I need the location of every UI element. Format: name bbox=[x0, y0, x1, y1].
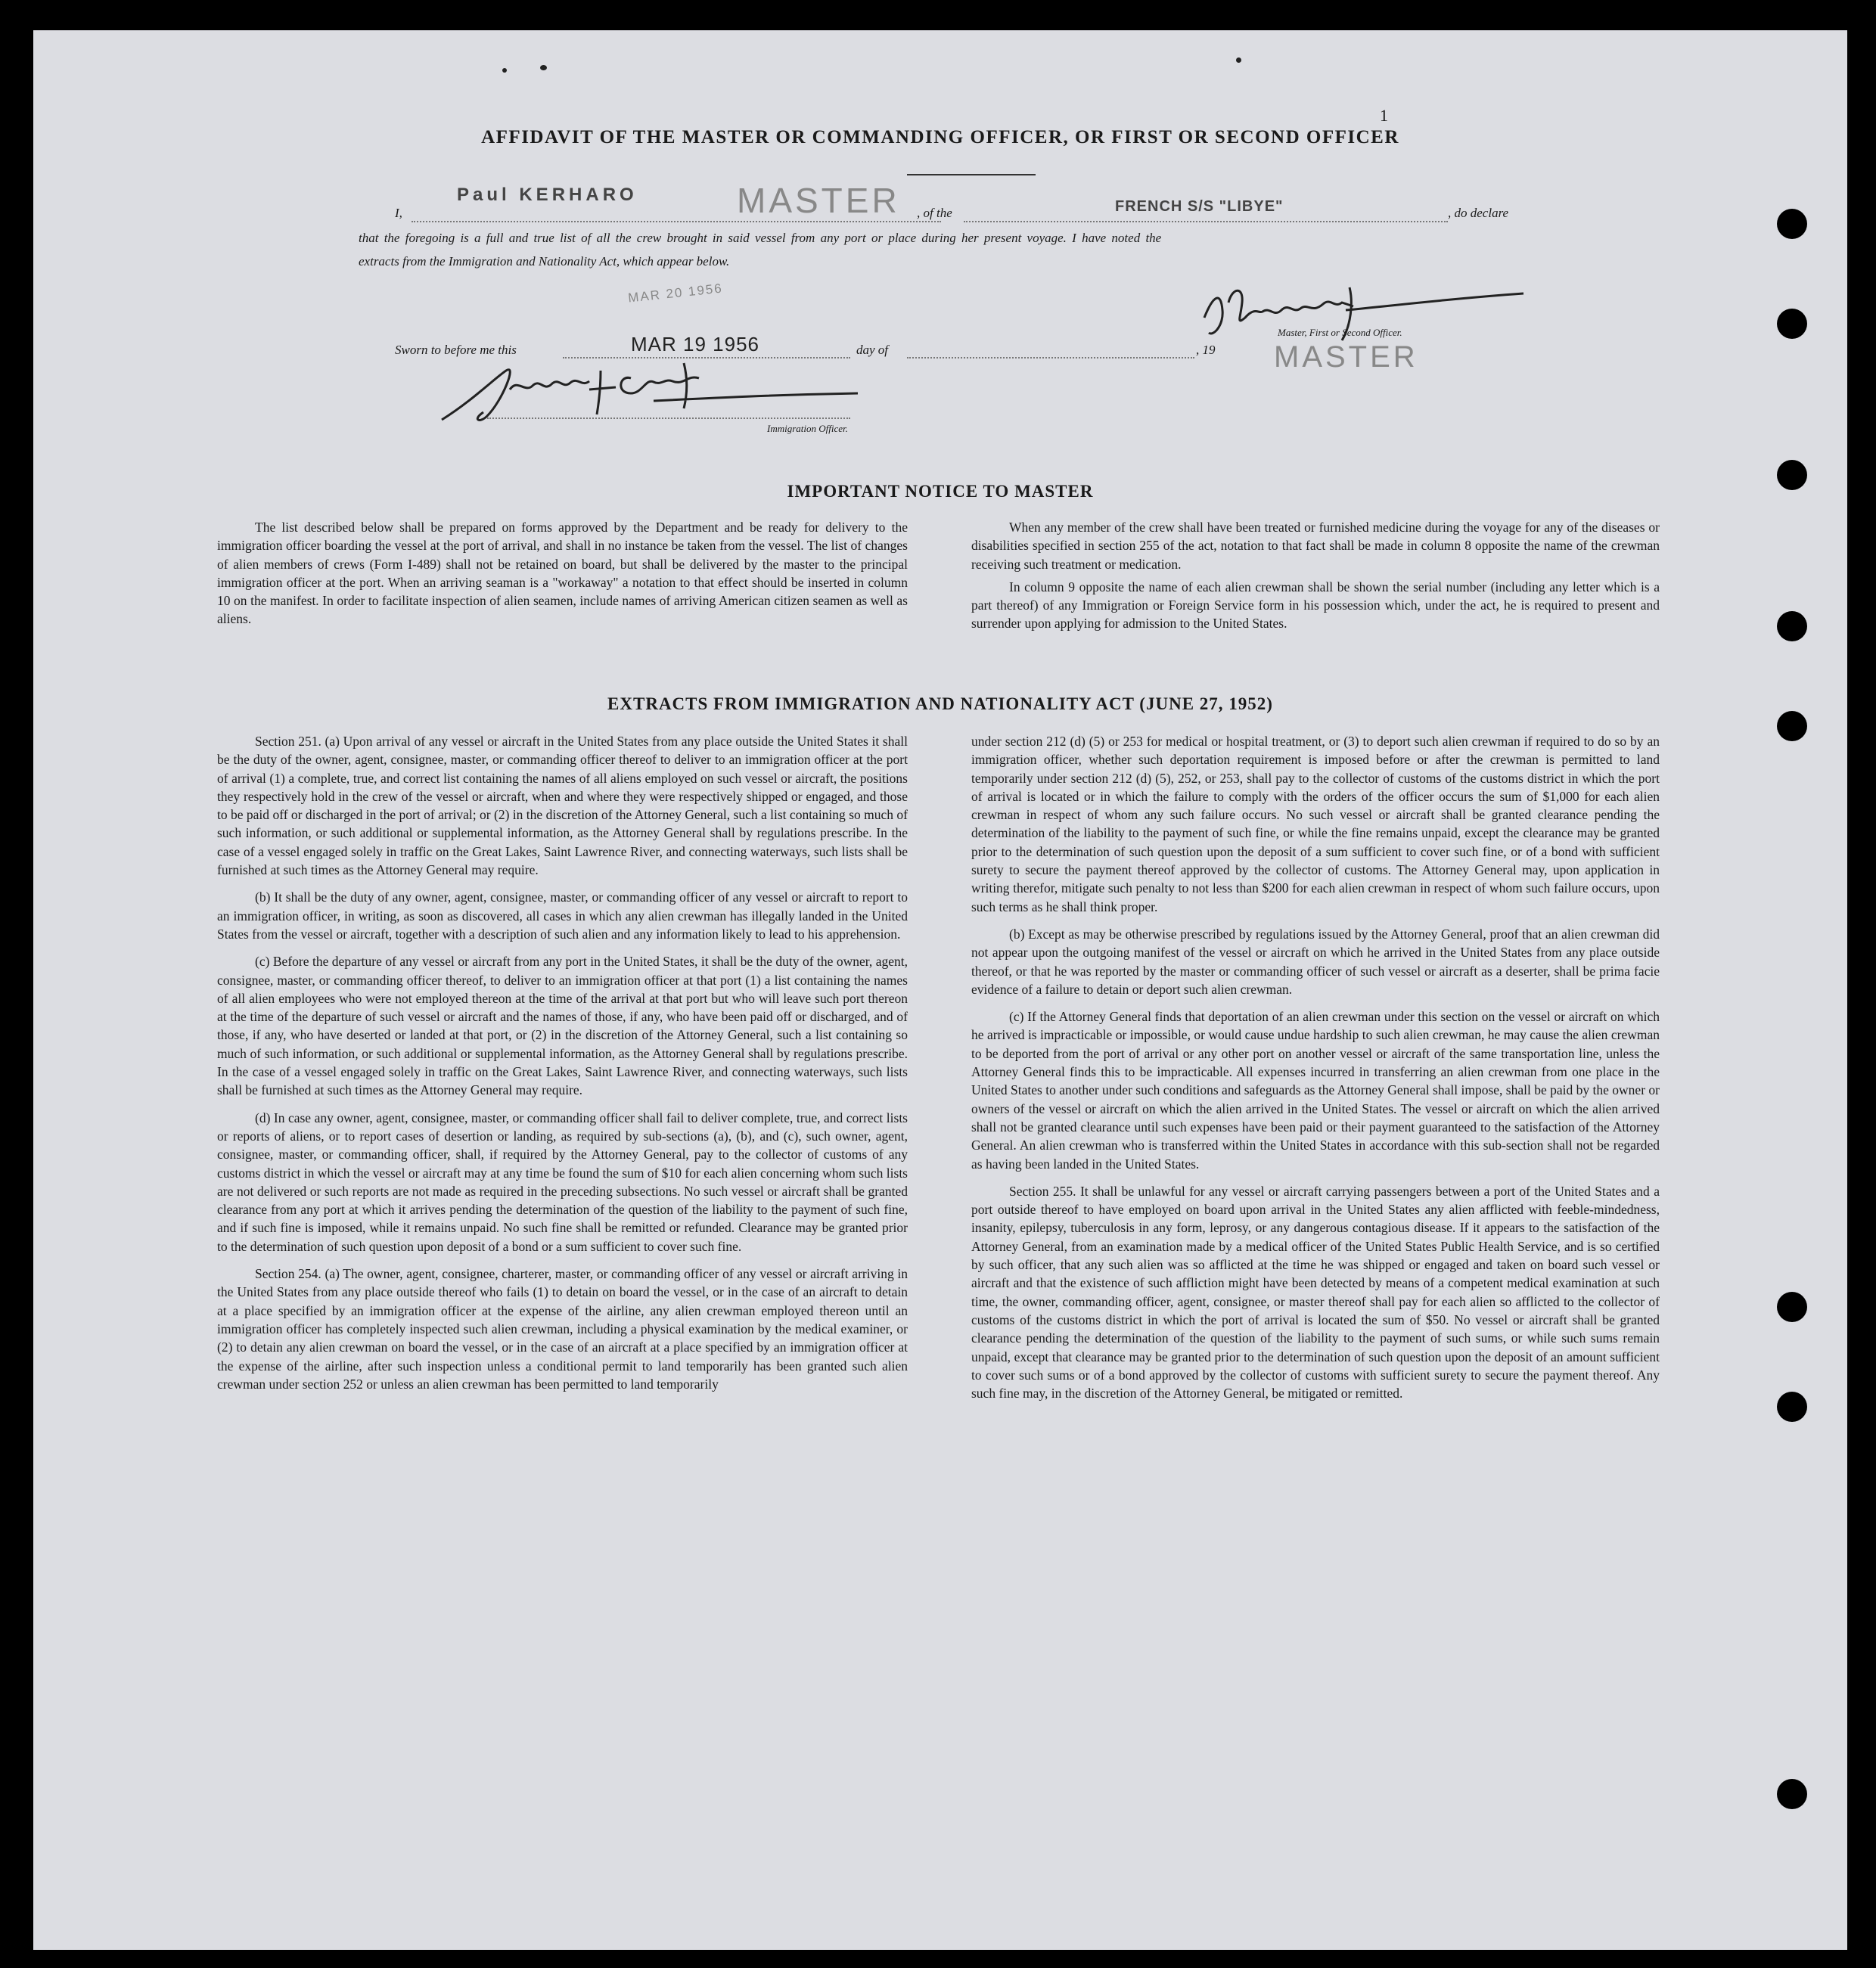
master-caption: Master, First or Second Officer. bbox=[1278, 327, 1402, 338]
extract-paragraph: under section 212 (d) (5) or 253 for medical or hospital treatment, or (3) to deport such alien crewman if required to do so by an immigration officer, whether such deportation requirement is imposed before or after the crewman is permitted to land temporarily under section 212 (d) (5), 252, or 253, shall pay to the collector of customs of the customs district in which the port of arrival is located or in which the failure to comply with the orders of the officer occurs the sum of $1,000 for each alien crewman in respect of whom any such failure occurs. No such vessel or aircraft shall be granted clearance pending the determination of the liability to the payment of such fine, or while the fine remains unpaid, except the clearance may be granted prior to the determination of such question upon the deposit of a sum sufficient to cover such fine, or of a bond with sufficient surety to secure the payment thereof approved by the collector of customs. The Attorney General may, upon application in writing therefor, mitigate such penalty to not less than $200 for each alien crewman in respect of whom such failure occurs, upon such terms as he shall think proper. bbox=[971, 734, 1660, 914]
master-stamp-2: MASTER bbox=[1274, 340, 1418, 374]
extract-paragraph: Section 255. It shall be unlawful for any vessel or aircraft carrying passengers between a port of the United States and a port outside thereof to have employed on board upon arrival in the United States any alien afflicted with feeble-mindedness, insanity, epilepsy, tuberculosis in any form, leprosy, or any dangerous contagious disease. If it appears to the satisfaction of the Attorney General, from an examination made by a medical officer of the United States Public Health Service, and is so certified by such officer, that any such alien was so afflicted at the time he was shipped or engaged and taken on board such vessel or aircraft and that the existence of such affliction might have been detected by means of a competent medical examination at such time, the owner, commanding officer, agent, consignee, or master thereof shall pay for each alien so afflicted to the collector of customs of the customs district in which the port of arrival is located the sum of $50. No vessel or aircraft shall be granted clearance pending the determination of the question of the liability to the payment of such sums, or while such sums remain unpaid, except that clearance may be granted prior to the determination of such question upon the deposit of an amount sufficient to cover such sums or of a bond approved by the collector of customs with sufficient surety to secure the payment thereof. Any such fine may, in the discretion of the Attorney General, be mitigated or remitted. bbox=[971, 1183, 1660, 1402]
name-line bbox=[412, 221, 941, 222]
sworn-date-stamp: MAR 19 1956 bbox=[631, 333, 759, 355]
notice-right-paragraph-2: In column 9 opposite the name of each alien crewman shall be shown the serial number (including any letter which is a part thereof) of any Immigration or Foreign Service form in his possession which, under the act, he is required to present and surrender upon applying for admission to the United States. bbox=[971, 579, 1660, 632]
officer-signature bbox=[427, 348, 865, 435]
declaration-line-1: that the foregoing is a full and true list of all the crew brought in said vessel from any port or place during her present voyage. I have noted the bbox=[359, 231, 1162, 245]
punch-hole bbox=[1777, 711, 1807, 741]
punch-hole bbox=[1777, 209, 1807, 239]
vessel-line bbox=[964, 221, 1448, 222]
document-page bbox=[33, 30, 1847, 1950]
speck bbox=[540, 65, 547, 70]
master-typed-name: Paul KERHARO bbox=[457, 185, 638, 205]
extract-paragraph: Section 251. (a) Upon arrival of any vessel or aircraft in the United States from any place outside the United States it shall be the duty of the owner, agent, consignee, master, or commanding officer thereof to deliver to an immigration officer at the port of arrival (1) a complete, true, and correct list containing the names of all aliens employed on such vessel or aircraft, the positions they respectively hold in the crew of the vessel or aircraft, when and where they were respectively shipped or engaged, and those to be paid off or discharged in the port of arrival; or (2) in the discretion of the Attorney General, such a list containing so much of such information, or such additional or supplemental information, as the Attorney General shall by regulations prescribe. In the case of a vessel engaged solely in traffic on the Great Lakes, Saint Lawrence River, and connecting waterways, such lists shall be furnished at such times as the Attorney General may require. bbox=[217, 734, 908, 878]
extracts-heading: EXTRACTS FROM IMMIGRATION AND NATIONALITY ACT (JUNE 27, 1952) bbox=[607, 694, 1273, 713]
notice-left-column bbox=[217, 518, 908, 638]
day-of-label: day of bbox=[856, 343, 889, 357]
do-declare-label: , do declare bbox=[1448, 206, 1509, 220]
extract-paragraph: Section 254. (a) The owner, agent, consignee, charterer, master, or commanding officer of any vessel or aircraft arriving in the United States from any place outside thereof who fails (1) to detain on board the vessel, or in the case of an aircraft to detain at a place specified by an immigration officer at the expense of the airline, any alien crewman employed thereon until an immigration officer has completely inspected such alien crewman, including a physical examination by the medical examiner, or (2) to detain any alien crewman on board the vessel, or in the case of an aircraft at a place specified by an immigration officer at the expense of the airline, after such inspection unless a conditional permit to land temporarily has been granted such alien crewman under section 252 or unless an alien crewman has been permitted to land temporarily bbox=[217, 1266, 908, 1392]
extracts-right-column bbox=[971, 732, 1660, 1411]
extract-paragraph: (b) It shall be the duty of any owner, agent, consignee, master, or commanding officer of any vessel or aircraft to report to an immigration officer, in writing, as soon as discovered, all cases in which any alien crewman has illegally landed in the United States from the vessel or aircraft, together with a description of such alien and any information likely to lead to his apprehension. bbox=[217, 889, 908, 942]
title-rule bbox=[907, 174, 1036, 175]
punch-hole bbox=[1777, 1392, 1807, 1422]
speck bbox=[1236, 57, 1241, 63]
extract-paragraph: (c) If the Attorney General finds that deportation of an alien crewman under this section on the vessel or aircraft on which he arrived is impracticable or impossible, or would cause undue hardship to such alien crewman, he may cause the alien crewman to be deported from the port of arrival or any other port on another vessel or aircraft of the same transportation line, unless the Attorney General finds this to be impracticable. All expenses incurred in transferring an alien crewman from one place in the United States to another under such conditions and safeguards as the Attorney General shall impose, shall be paid by the owner or owners of the vessel or aircraft on which the alien arrived in the United States. The vessel or aircraft on which the alien arrived shall not be granted clearance until such expenses have been paid or their payment guaranteed to the satisfaction of the Attorney General. An alien crewman who is transferred within the United States in accordance with this sub-section shall not be regarded as having been landed in the United States. bbox=[971, 1009, 1660, 1172]
day-line bbox=[907, 357, 1194, 359]
punch-hole bbox=[1777, 309, 1807, 339]
extract-paragraph: (b) Except as may be otherwise prescribed by regulations issued by the Attorney General, proof that an alien crewman did not appear upon the outgoing manifest of the vessel or aircraft on which he arrived in the United States from any place outside thereof, or that he was reported by the master or commanding officer of such vessel or aircraft as a deserter, shall be prima facie evidence of a failure to detain or deport such alien crewman. bbox=[971, 926, 1660, 997]
affidavit-title: AFFIDAVIT OF THE MASTER OR COMMANDING OFFICER, OR FIRST OR SECOND OFFICER bbox=[481, 127, 1399, 147]
punch-hole bbox=[1777, 611, 1807, 641]
notice-right-paragraph-1: When any member of the crew shall have been treated or furnished medicine during the voyage for any of the diseases or disabilities specified in section 255 of the act, notation to that fact shall be made in column 8 opposite the name of the crewman receiving such treatment or medication. bbox=[971, 520, 1660, 572]
master-stamp: MASTER bbox=[737, 181, 900, 220]
extract-paragraph: (c) Before the departure of any vessel or aircraft from any port in the United States, it shall be the duty of the owner, agent, consignee, master, or commanding officer thereof, to deliver to an immigration officer at that port (1) a list containing the names of all alien employees who were not employed thereon at the time of the arrival at that port but who will leave such port thereon at the time of the departure of such vessel or aircraft and the names of those, if any, who have been paid off or discharged, and of those, if any, who have deserted or landed at that port, or (2) in the discretion of the Attorney General, such a list containing so much of such information, or such additional or supplemental information, as the Attorney General shall by regulations prescribe. In the case of a vessel engaged solely in traffic on the Great Lakes, Saint Lawrence River, and connecting waterways, such lists shall be furnished at such times as the Attorney General may require. bbox=[217, 954, 908, 1098]
officer-caption: Immigration Officer. bbox=[767, 423, 848, 434]
year-label: , 19 bbox=[1196, 343, 1216, 357]
notice-right-column bbox=[971, 518, 1660, 638]
extracts-left-column bbox=[217, 732, 908, 1402]
vessel-name: FRENCH S/S "LIBYE" bbox=[1115, 198, 1284, 215]
sworn-label: Sworn to before me this bbox=[395, 343, 517, 357]
i-label: I, bbox=[395, 206, 402, 220]
of-the-label: , of the bbox=[917, 206, 952, 220]
declaration-line-2: extracts from the Immigration and Nationality Act, which appear below. bbox=[359, 254, 730, 269]
punch-hole bbox=[1777, 1292, 1807, 1322]
officer-line bbox=[487, 418, 850, 419]
notice-heading: IMPORTANT NOTICE TO MASTER bbox=[787, 482, 1094, 501]
extract-paragraph: (d) In case any owner, agent, consignee, master, or commanding officer shall fail to deliver complete, true, and correct lists or reports of aliens, or to report cases of desertion or landing, as required by sub-sections (a), (b), and (c), such owner, agent, consignee, master, or commanding officer, shall, if required by the Attorney General, pay to the collector of customs of any customs district in which the vessel or aircraft may at any time be found the sum of $10 for each alien concerning whom such lists are not delivered or such reports are not made as required in the preceding subsections. No such vessel or aircraft shall be granted clearance from any port at which it arrives pending the determination of the question of the liability to the payment of such fine, and if such fine is imposed, while it remains unpaid. No such fine shall be remitted or refunded. Clearance may be granted prior to the determination of such question upon deposit of a bond or a sum sufficient to cover such fine. bbox=[217, 1110, 908, 1254]
received-date-stamp: MAR 20 1956 bbox=[627, 281, 724, 306]
punch-hole bbox=[1777, 1779, 1807, 1809]
page-mark: 1 bbox=[1380, 106, 1388, 125]
speck bbox=[502, 68, 507, 73]
notice-left-paragraph: The list described below shall be prepared on forms approved by the Department and be ready for delivery to the immigration officer boarding the vessel at the port of arrival, and shall in no instance be taken from the vessel. The list of changes of alien members of crews (Form I-489) shall not be retained on board, but shall be delivered by the master to the principal immigration officer at the port. When an arriving seaman is a "workaway" a notation to that effect should be inserted in column 10 on the manifest. In order to facilitate inspection of alien seamen, include names of arriving American citizen seamen as well as aliens. bbox=[217, 520, 908, 627]
